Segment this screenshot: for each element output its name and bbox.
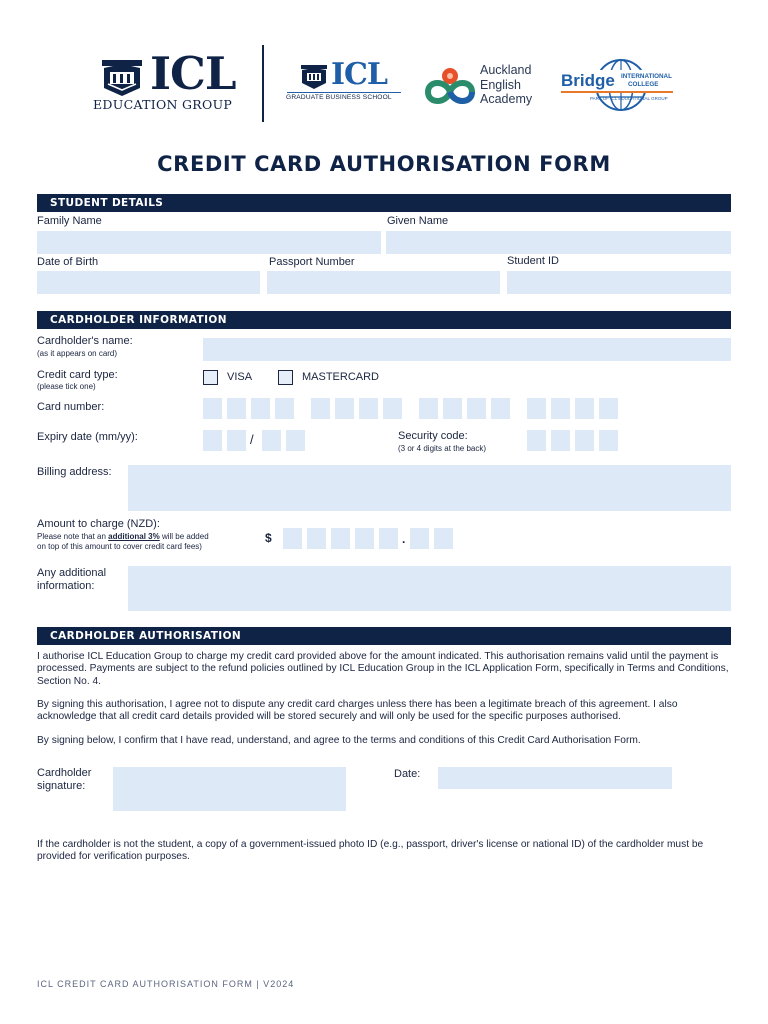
icl-main-wordmark: ICL — [150, 47, 236, 100]
amount-note-line-1: Please note that an additional 3% will be added — [37, 532, 209, 541]
authorisation-paragraph-1: I authorise ICL Education Group to charge my credit card provided above for the amount indicated. This authorisation remains valid until the payment is processed. Payments are subject to the refund policies outlined by ICL Education Group in the ICL Application Form, specifically in Terms and Conditions, Section No. 4. — [37, 651, 729, 687]
cardholder-name-label: Cardholder's name: — [37, 335, 133, 347]
expiry-digit[interactable] — [286, 430, 305, 451]
expiry-label: Expiry date (mm/yy): — [37, 431, 138, 443]
amount-cents-digit[interactable] — [434, 528, 453, 549]
icl-main-subtitle: EDUCATION GROUP — [93, 97, 233, 112]
authorisation-paragraph-2: By signing this authorisation, I agree not to dispute any credit card charges unless there has been a legitimate breach of this agreement. I also acknowledge that all credit card details provided will be stored securely and will only be used for the specific purposes authorised. — [37, 699, 678, 723]
icl-grad-wordmark: ICL — [331, 57, 388, 92]
date-field[interactable] — [438, 767, 672, 789]
card-type-label: Credit card type: — [37, 369, 118, 381]
cardholder-info-header: CARDHOLDER INFORMATION — [37, 311, 731, 329]
date-label: Date: — [394, 768, 421, 780]
visa-checkbox[interactable] — [203, 370, 218, 385]
family-name-field[interactable] — [37, 231, 381, 254]
aea-line-2: English — [480, 78, 521, 92]
amount-digit[interactable] — [307, 528, 326, 549]
card-number-label: Card number: — [37, 401, 105, 413]
dob-field[interactable] — [37, 271, 260, 294]
logo-divider — [262, 45, 264, 122]
card-number-digit[interactable] — [227, 398, 246, 419]
bridge-rule — [561, 91, 673, 93]
passport-label: Passport Number — [269, 256, 355, 268]
additional-info-label-1: Any additional — [37, 567, 107, 579]
security-code-hint: (3 or 4 digits at the back) — [398, 444, 487, 453]
billing-address-field[interactable] — [128, 465, 731, 511]
signature-label-1: Cardholder — [37, 767, 92, 779]
icl-grad-crest-icon — [299, 64, 329, 90]
security-code-label: Security code: — [398, 430, 468, 442]
card-number-digit[interactable] — [383, 398, 402, 419]
student-id-field[interactable] — [507, 271, 731, 294]
security-digit[interactable] — [599, 430, 618, 451]
given-name-label: Given Name — [387, 215, 449, 227]
card-number-digit[interactable] — [203, 398, 222, 419]
aea-infinity-icon — [424, 66, 476, 106]
card-number-digit[interactable] — [419, 398, 438, 419]
card-type-hint: (please tick one) — [37, 382, 96, 391]
bridge-subtitle: PART OF ICL EDUCATIONAL GROUP — [590, 96, 668, 101]
security-digit[interactable] — [575, 430, 594, 451]
amount-label: Amount to charge (NZD): — [37, 518, 160, 530]
card-number-digit[interactable] — [275, 398, 294, 419]
card-number-digit[interactable] — [335, 398, 354, 419]
amount-digit[interactable] — [355, 528, 374, 549]
student-details-header: STUDENT DETAILS — [37, 194, 731, 212]
card-number-digit[interactable] — [575, 398, 594, 419]
amount-digit[interactable] — [379, 528, 398, 549]
amount-digit[interactable] — [283, 528, 302, 549]
amount-note-bold: additional 3% — [108, 532, 160, 541]
amount-note-line-2: on top of this amount to cover credit card fees) — [37, 542, 202, 551]
bridge-line-1: INTERNATIONAL — [621, 73, 672, 80]
additional-info-field[interactable] — [128, 566, 731, 611]
expiry-separator: / — [250, 432, 254, 447]
card-number-digit[interactable] — [359, 398, 378, 419]
security-digit[interactable] — [551, 430, 570, 451]
card-number-digit[interactable] — [467, 398, 486, 419]
photo-id-note: If the cardholder is not the student, a copy of a government-issued photo ID (e.g., passport, driver's license or national ID) of the cardholder must be provided for verification purposes. — [37, 839, 704, 863]
amount-digit[interactable] — [331, 528, 350, 549]
signature-field[interactable] — [113, 767, 346, 811]
cardholder-name-field[interactable] — [203, 338, 731, 361]
family-name-label: Family Name — [37, 215, 102, 227]
footer-text: ICL CREDIT CARD AUTHORISATION FORM | V2024 — [37, 979, 295, 989]
bridge-wordmark: Bridge — [561, 71, 615, 90]
billing-address-label: Billing address: — [37, 466, 112, 478]
icl-grad-rule — [287, 92, 401, 93]
amount-cents-digit[interactable] — [410, 528, 429, 549]
card-number-digit[interactable] — [551, 398, 570, 419]
cardholder-authorisation-header: CARDHOLDER AUTHORISATION — [37, 627, 731, 645]
card-number-digit[interactable] — [311, 398, 330, 419]
page-title: CREDIT CARD AUTHORISATION FORM — [157, 152, 611, 176]
decimal-point: . — [402, 532, 406, 546]
additional-info-label-2: information: — [37, 580, 95, 592]
student-id-label: Student ID — [507, 255, 559, 267]
mastercard-label: MASTERCARD — [302, 371, 380, 383]
card-number-digit[interactable] — [251, 398, 270, 419]
expiry-digit[interactable] — [203, 430, 222, 451]
icl-crest-icon — [98, 58, 146, 98]
passport-field[interactable] — [267, 271, 500, 294]
expiry-digit[interactable] — [262, 430, 281, 451]
security-digit[interactable] — [527, 430, 546, 451]
card-number-digit[interactable] — [599, 398, 618, 419]
cardholder-name-hint: (as it appears on card) — [37, 349, 118, 358]
authorisation-paragraph-3: By signing below, I confirm that I have read, understand, and agree to the terms and conditions of this Credit Card Authorisation Form. — [37, 735, 641, 746]
bridge-line-2: COLLEGE — [628, 81, 659, 88]
card-number-digit[interactable] — [527, 398, 546, 419]
mastercard-checkbox[interactable] — [278, 370, 293, 385]
currency-symbol: $ — [265, 531, 272, 545]
visa-label: VISA — [227, 371, 253, 383]
icl-grad-subtitle: GRADUATE BUSINESS SCHOOL — [286, 94, 392, 101]
card-number-digit[interactable] — [443, 398, 462, 419]
given-name-field[interactable] — [386, 231, 731, 254]
dob-label: Date of Birth — [37, 256, 99, 268]
signature-label-2: signature: — [37, 780, 86, 792]
expiry-digit[interactable] — [227, 430, 246, 451]
aea-line-1: Auckland — [480, 63, 532, 77]
aea-line-3: Academy — [480, 92, 533, 106]
card-number-digit[interactable] — [491, 398, 510, 419]
